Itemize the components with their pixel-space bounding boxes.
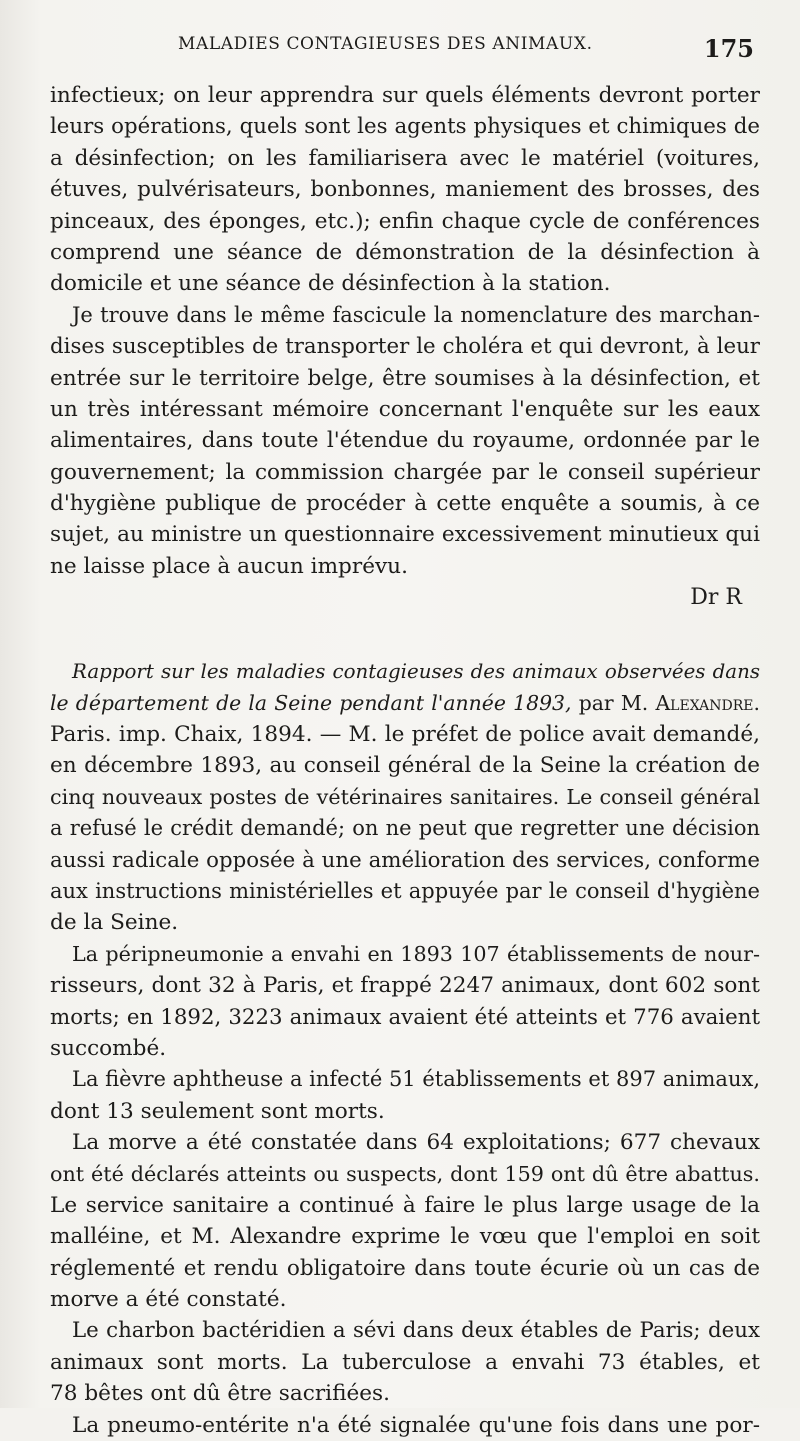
text-line: comprend une séance de démonstration de la désinfection à [50,239,760,265]
report-author: Alexandre. [655,690,760,715]
text-line: réglementé et rendu obligatoire dans toute écurie où un cas de [50,1255,760,1281]
text-line: La fièvre aphtheuse a infecté 51 établissements et 897 animaux, [72,1067,760,1092]
section-gap [50,622,760,656]
report-title-italic: Rapport sur les maladies contagieuses des animaux observées dans [72,660,760,684]
text-line: aussi radicale opposée à une amélioration des services, conforme [50,847,760,873]
running-head: MALADIES CONTAGIEUSES DES ANIMAUX. [178,34,593,54]
text-line: infectieux; on leur apprendra sur quels éléments devront porter [50,83,760,108]
text-line: succombé. [50,1035,167,1061]
report-citation [50,656,760,719]
text-line: 78 bêtes ont dû être sacrifiées. [50,1381,390,1407]
text-line: de la Seine. [50,910,179,936]
report-title-italic: le département de la Seine pendant l'année 1893, [50,690,572,715]
text-line: La péripneumonie a envahi en 1893 107 établissements de nour- [72,941,760,966]
text-line: animaux sont morts. La tuberculose a envahi 73 étables, et [50,1349,760,1375]
text-line: pinceaux, des éponges, etc.); enfin chaque cycle de conférences [50,208,760,234]
text-line: La pneumo-entérite n'a été signalée qu'une fois dans une por- [72,1412,760,1438]
text-line: gouvernement; la commission chargée par le conseil supérieur [50,459,760,485]
text-line: risseurs, dont 32 à Paris, et frappé 2247 animaux, dont 602 sont [50,973,760,999]
page-number: 175 [703,34,754,63]
text-line: Paris. imp. Chaix, 1894. — M. le préfet de police avait demandé, [50,722,760,748]
paragraph-8 [50,1410,760,1441]
text-line: malléine, et M. Alexandre exprime le vœu que l'emploi en soit [50,1224,760,1250]
text-line: Le charbon bactéridien a sévi dans deux étables de Paris; deux [72,1318,760,1344]
text-line: morve a été constaté. [50,1287,287,1313]
paragraph-7 [50,1315,760,1409]
text-line: cinq nouveaux postes de vétérinaires sanitaires. Le conseil général [50,784,760,809]
text-line: aux instructions ministérielles et appuyée par le conseil d'hygiène [50,878,760,903]
author-signature: Dr R [690,585,742,611]
text-line: a refusé le crédit demandé; on ne peut que regretter une décision [50,816,760,841]
paragraph-6 [50,1127,760,1315]
report-title-line-1 [50,656,760,687]
text-line: leurs opérations, quels sont les agents physiques et chimiques de [50,114,760,140]
paragraph-3 [50,719,760,939]
report-by: par M. [571,690,656,715]
text-line: alimentaires, dans toute l'étendue du royaume, ordonnée par le [50,428,760,454]
text-line: un très intéressant mémoire concernant l'enquête sur les eaux [50,396,760,422]
text-line: Le service sanitaire a continué à faire le plus large usage de la [50,1192,760,1218]
text-line: sujet, au ministre un questionnaire excessivement minutieux qui [50,522,760,548]
text-line: en décembre 1893, au conseil général de la Seine la création de [50,753,760,779]
text-line: entrée sur le territoire belge, être soumises à la désinfection, et [50,365,760,391]
text-line: dont 13 seulement sont morts. [50,1098,385,1124]
paragraph-4 [50,939,760,1065]
text-line: domicile et une séance de désinfection à la station. [50,271,611,297]
report-title-line-2 [50,688,760,719]
text-line: ne laisse place à aucun imprévu. [50,553,408,579]
text-line: La morve a été constatée dans 64 exploitations; 677 chevaux [72,1130,760,1156]
paragraph-2 [50,300,760,583]
text-line: étuves, pulvérisateurs, bonbonnes, maniement des brosses, des [50,177,760,203]
paragraph-5 [50,1064,760,1127]
text-line: a désinfection; on les familiarisera avec le matériel (voitures, [50,145,760,171]
paragraph-1 [50,80,760,300]
text-line: dises susceptibles de transporter le choléra et qui devront, à leur [50,334,760,360]
text-line: ont été déclarés atteints ou suspects, dont 159 ont dû être abattus. [50,1161,760,1186]
text-line: Je trouve dans le même fascicule la nomenclature des marchan- [72,302,760,327]
text-line: morts; en 1892, 3223 animaux avaient été atteints et 776 avaient [50,1004,760,1030]
page-body [50,80,760,1441]
text-line: d'hygiène publique de procéder à cette enquête a soumis, à ce [50,491,760,517]
